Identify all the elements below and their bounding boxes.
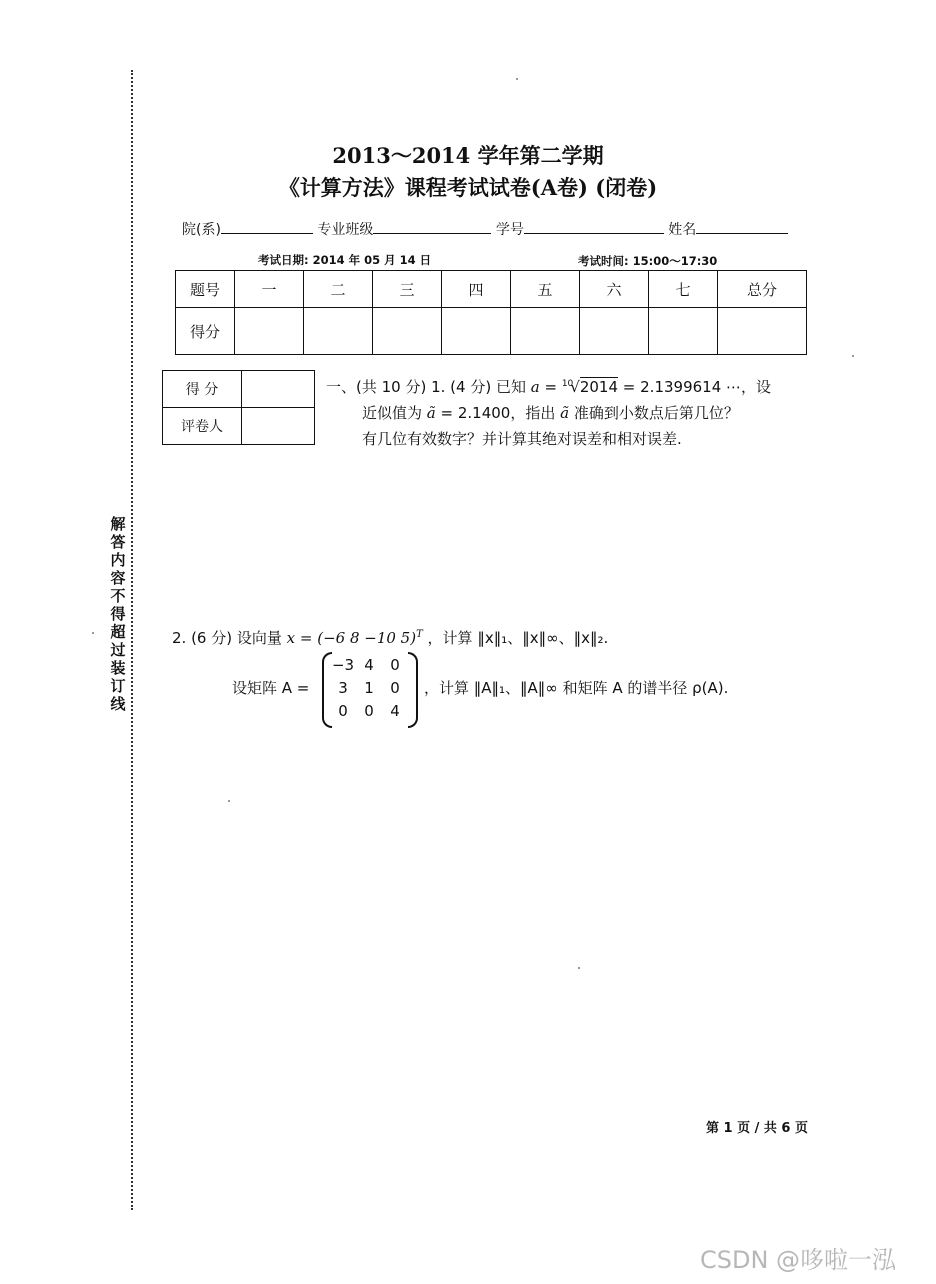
variable-a-tilde: ã: [426, 404, 436, 422]
grader-name-label: 评卷人: [163, 408, 242, 445]
watermark: CSDN @哆啦一泓: [700, 1246, 897, 1274]
question-1: [326, 371, 806, 452]
radical-icon: √: [570, 378, 580, 396]
variable-a: a: [530, 378, 540, 396]
right-bracket: [408, 652, 418, 728]
vector-x: x = (−6 8 −10 5): [286, 629, 417, 647]
matrix-cell: 4: [390, 701, 400, 720]
root-index: 10: [561, 379, 574, 389]
matrix-a: [322, 652, 418, 724]
grader-score-label: 得 分: [163, 371, 242, 408]
name-label: 姓名: [668, 222, 697, 238]
binding-dotted-line: [131, 70, 133, 1210]
exam-time: 考试时间: 15:00～17:30: [578, 254, 718, 268]
matrix-cell: 3: [338, 678, 348, 697]
matrix-cell: 0: [364, 701, 374, 720]
scan-speck: [852, 355, 854, 357]
question-2-suffix: ，计算 ‖x‖₁、‖x‖∞、‖x‖₂.: [427, 629, 609, 647]
binding-char: 解: [110, 515, 126, 533]
scan-speck: [228, 800, 230, 802]
name-blank: [696, 221, 788, 234]
binding-char: 订: [110, 677, 126, 695]
question-1-line-2-a: 近似值为: [362, 404, 423, 422]
score-table: [175, 270, 807, 355]
student-id-label: 学号: [495, 222, 524, 238]
matrix-suffix: ，计算 ‖A‖₁、‖A‖∞ 和矩阵 A 的谱半径 ρ(A).: [424, 679, 729, 697]
binding-char: 得: [110, 605, 126, 623]
binding-char: 线: [110, 695, 126, 713]
score-table-header-row: [176, 271, 807, 308]
column-header: 五: [511, 271, 580, 308]
score-cell: [304, 308, 373, 355]
score-cell: [235, 308, 304, 355]
binding-char: 装: [110, 659, 126, 677]
question-1-prefix: 一、(共 10 分) 1. (4 分) 已知: [326, 378, 526, 396]
question-1-line-3: 有几位有效数字？并计算其绝对误差和相对误差.: [362, 430, 682, 448]
score-cell: [649, 308, 718, 355]
question-1-line-2: [326, 400, 806, 426]
score-cell: [442, 308, 511, 355]
matrix-cell: 1: [364, 678, 374, 697]
class-label: 专业班级: [317, 222, 374, 238]
student-info-line: [182, 219, 788, 239]
column-header: 六: [580, 271, 649, 308]
scan-speck: [578, 967, 580, 969]
row-header-question-number: 题号: [176, 271, 235, 308]
score-table-score-row: [176, 308, 807, 355]
scan-speck: [92, 632, 94, 634]
matrix-cell: 0: [390, 655, 400, 674]
college-label: 院(系): [182, 222, 221, 238]
page-number: 第 1 页 / 共 6 页: [706, 1121, 808, 1136]
binding-char: 容: [110, 569, 126, 587]
column-header: 四: [442, 271, 511, 308]
binding-char: 内: [110, 551, 126, 569]
grader-score-cell: [242, 371, 315, 408]
matrix-cell: −3: [331, 655, 355, 674]
matrix-cell: 0: [338, 701, 348, 720]
score-cell: [511, 308, 580, 355]
binding-char: 超: [110, 623, 126, 641]
question-1-line-1: 一、(共 10 分) 1. (4 分) 已知 a = $^{10}$√2014 = 2.1399614 ⋯，设: [326, 378, 772, 396]
exam-title-semester: 2013～2014 学年第二学期: [332, 143, 604, 168]
grader-box: [162, 370, 315, 445]
row-header-score: 得分: [176, 308, 235, 355]
college-blank: [221, 221, 313, 234]
score-cell: [580, 308, 649, 355]
binding-char: 过: [110, 641, 126, 659]
root-radicand: 2014: [579, 378, 619, 396]
binding-char: 答: [110, 533, 126, 551]
transpose-mark: T: [416, 629, 423, 640]
binding-line-notice: [108, 515, 128, 713]
matrix-prefix: 设矩阵 A =: [232, 679, 310, 697]
matrix-cell: 4: [364, 655, 374, 674]
question-1-line-2-b: = 2.1400，指出: [440, 404, 556, 422]
column-header: 二: [304, 271, 373, 308]
grader-name-cell: [242, 408, 315, 445]
student-id-blank: [524, 221, 664, 234]
question-2-prefix: 2. (6 分) 设向量: [172, 629, 282, 647]
score-cell: [373, 308, 442, 355]
question-1-value: = 2.1399614 ⋯，设: [622, 378, 772, 396]
total-score-cell: [718, 308, 807, 355]
column-header: 七: [649, 271, 718, 308]
question-1-line-2-c: 准确到小数点后第几位？: [573, 404, 739, 422]
class-blank: [373, 221, 491, 234]
question-2-line-1: [172, 622, 792, 651]
exam-title-course: 《计算方法》课程考试试卷(A卷) (闭卷): [278, 175, 658, 200]
matrix-cell: 0: [390, 678, 400, 697]
column-header: 一: [235, 271, 304, 308]
variable-a-tilde: ã: [560, 404, 570, 422]
column-header: 三: [373, 271, 442, 308]
column-header-total: 总分: [718, 271, 807, 308]
exam-date: 考试日期: 2014 年 05 月 14 日: [258, 253, 432, 267]
scan-speck: [516, 78, 518, 80]
binding-char: 不: [110, 587, 126, 605]
